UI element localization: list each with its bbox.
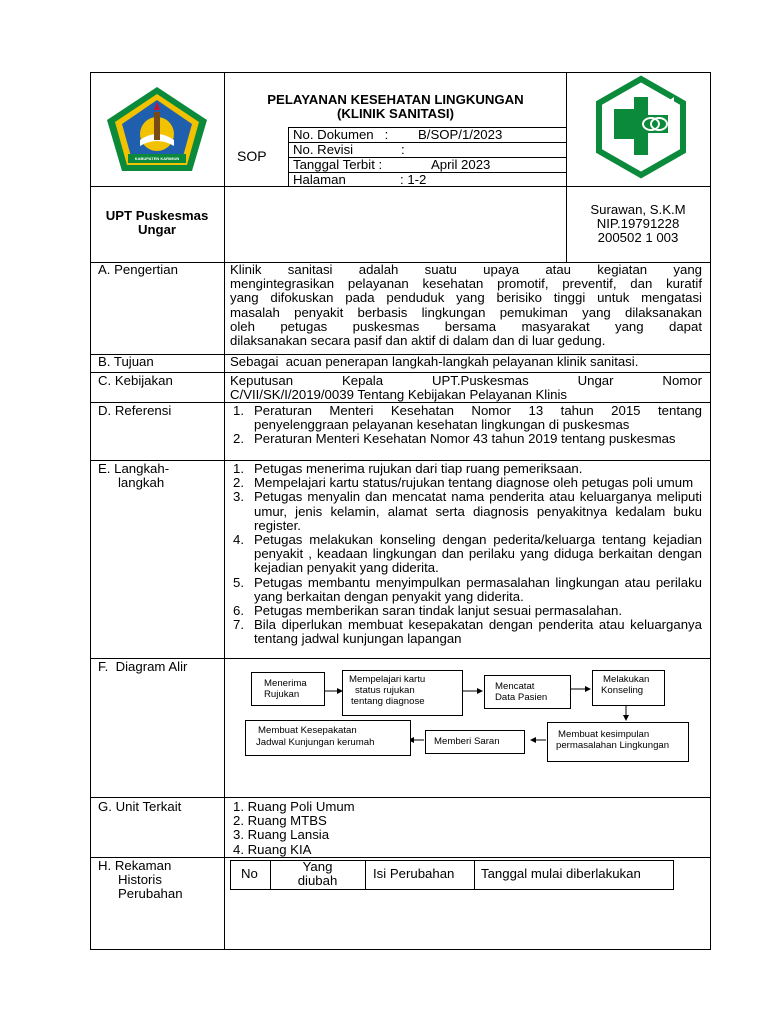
list-item: 2. Peraturan Menteri Kesehatan Nomor 43 tahun 2019 tentang puskesmas bbox=[233, 431, 676, 447]
list-item: 5. Petugas membantu menyimpulkan permasalahan lingkungan atau perilaku yang berkaitan dengan penyakit yang diderita. bbox=[233, 574, 702, 604]
section-a-text: Klinik sanitasi adalah suatu upaya atau kegiatan yang mengintegrasikan pelayanan kesehatan promotif, preventif, dan kuratif yang difokuskan pada penduduk yang berisiko tinggi untuk mengatasi masalah penyakit berbasis lingkungan pemukiman yang dilaksanakan oleh petugas puskesmas bersama masyarakat yang dapat dilaksanakan secara pasif dan aktif di dalam dan di luar gedung. bbox=[230, 262, 702, 349]
column-header-effective-date: Tanggal mulai diberlakukan bbox=[481, 866, 641, 881]
revision-colon: : bbox=[401, 142, 405, 157]
list-item: 2. Mempelajari kartu status/rujukan tentang diagnose oleh petugas poli umum bbox=[233, 475, 694, 491]
doc-number-label: No. Dokumen : bbox=[293, 127, 389, 142]
doc-number-value: B/SOP/1/2023 bbox=[418, 127, 503, 142]
section-c-line1: Keputusan Kepala UPT.Puskesmas Ungar Nomor bbox=[230, 373, 702, 388]
document-title: PELAYANAN KESEHATAN LINGKUNGAN (KLINIK SANITASI) bbox=[267, 92, 524, 122]
change-history-table bbox=[230, 860, 674, 890]
section-e-label: E. Langkah- langkah bbox=[98, 461, 170, 491]
section-c-label: C. Kebijakan bbox=[98, 373, 173, 388]
section-b-label: B. Tujuan bbox=[98, 354, 154, 369]
section-f-label: F. Diagram Alir bbox=[98, 659, 188, 674]
related-units-list bbox=[233, 800, 355, 857]
flow-box-study-card: Mempelajari kartu status rujukan tentang diagnose bbox=[342, 670, 463, 716]
signer-block: Surawan, S.K.M NIP.19791228 200502 1 003 bbox=[590, 202, 686, 246]
section-g-label: G. Unit Terkait bbox=[98, 799, 182, 814]
org-name: UPT Puskesmas Ungar bbox=[105, 208, 209, 238]
reference-list bbox=[233, 404, 702, 447]
list-item: 3. Petugas menyalin dan mencatat nama penderita atau keluarganya meliputi umur, jenis kelamin, alamat serta diagnosis penyakitnya kedalam buku register. bbox=[233, 489, 702, 533]
section-d-label: D. Referensi bbox=[98, 403, 172, 418]
list-item: 7. Bila diperlukan membuat kesepakatan dengan penderita atau keluarganya tentang jadwal kunjungan lapangan bbox=[233, 617, 702, 647]
page-label: Halaman bbox=[293, 172, 346, 187]
list-item: 1. Peraturan Menteri Kesehatan Nomor 13 tahun 2015 tentang penyelenggraan pelayanan kesehatan lingkungan di puskesmas bbox=[233, 403, 702, 433]
flow-box-conclude-problem: Membuat kesimpulan permasalahan Lingkungan bbox=[547, 722, 689, 762]
regency-logo bbox=[104, 84, 210, 174]
flow-box-record-data: Mencatat Data Pasien bbox=[484, 675, 571, 709]
list-item: 4. Ruang KIA bbox=[233, 841, 312, 857]
flow-box-counseling: Melakukan Konseling bbox=[592, 670, 665, 706]
page-value: : 1-2 bbox=[400, 172, 427, 187]
sop-label: SOP bbox=[237, 148, 267, 164]
list-item: 1. Ruang Poli Umum bbox=[233, 799, 355, 814]
list-item: 6. Petugas memberikan saran tindak lanjut sesuai permasalahan. bbox=[233, 603, 622, 619]
section-a-label: A. Pengertian bbox=[98, 262, 178, 277]
revision-label: No. Revisi bbox=[293, 142, 354, 157]
issued-value: April 2023 bbox=[431, 157, 491, 172]
flow-box-make-agreement: Membuat Kesepakatan Jadwal Kunjungan kerumah bbox=[245, 720, 411, 756]
regency-logo-caption: KABUPATEN KARIMUN bbox=[134, 156, 180, 161]
section-c-line2: C/VII/SK/I/2019/0039 Tentang Kebijakan Pelayanan Klinis bbox=[230, 387, 568, 402]
flow-box-give-advice: Memberi Saran bbox=[425, 730, 525, 754]
column-header-content: Isi Perubahan bbox=[373, 866, 455, 881]
column-header-no: No bbox=[241, 866, 258, 881]
list-item: 3. Ruang Lansia bbox=[233, 827, 330, 843]
list-item: 1. Petugas menerima rujukan dari tiap ruang pemeriksaan. bbox=[233, 461, 583, 476]
list-item: 2. Ruang MTBS bbox=[233, 813, 327, 829]
column-header-changed: Yang diubah bbox=[297, 859, 338, 889]
flow-box-receive-referral: Menerima Rujukan bbox=[251, 672, 325, 706]
list-item: 4. Petugas melakukan konseling dengan pederita/keluarga tentang kejadian penyakit , keadaan lingkungan dan perilaku yang diduga berkaitan dengan kejadian penyakit yang diderita. bbox=[233, 532, 702, 576]
section-h-label: H. Rekaman Historis Perubahan bbox=[98, 858, 183, 902]
steps-list bbox=[233, 462, 702, 647]
issued-label: Tanggal Terbit : bbox=[293, 157, 383, 172]
section-b-text: Sebagai acuan penerapan langkah-langkah pelayanan klinik sanitasi. bbox=[230, 354, 639, 369]
puskesmas-logo bbox=[594, 75, 688, 179]
